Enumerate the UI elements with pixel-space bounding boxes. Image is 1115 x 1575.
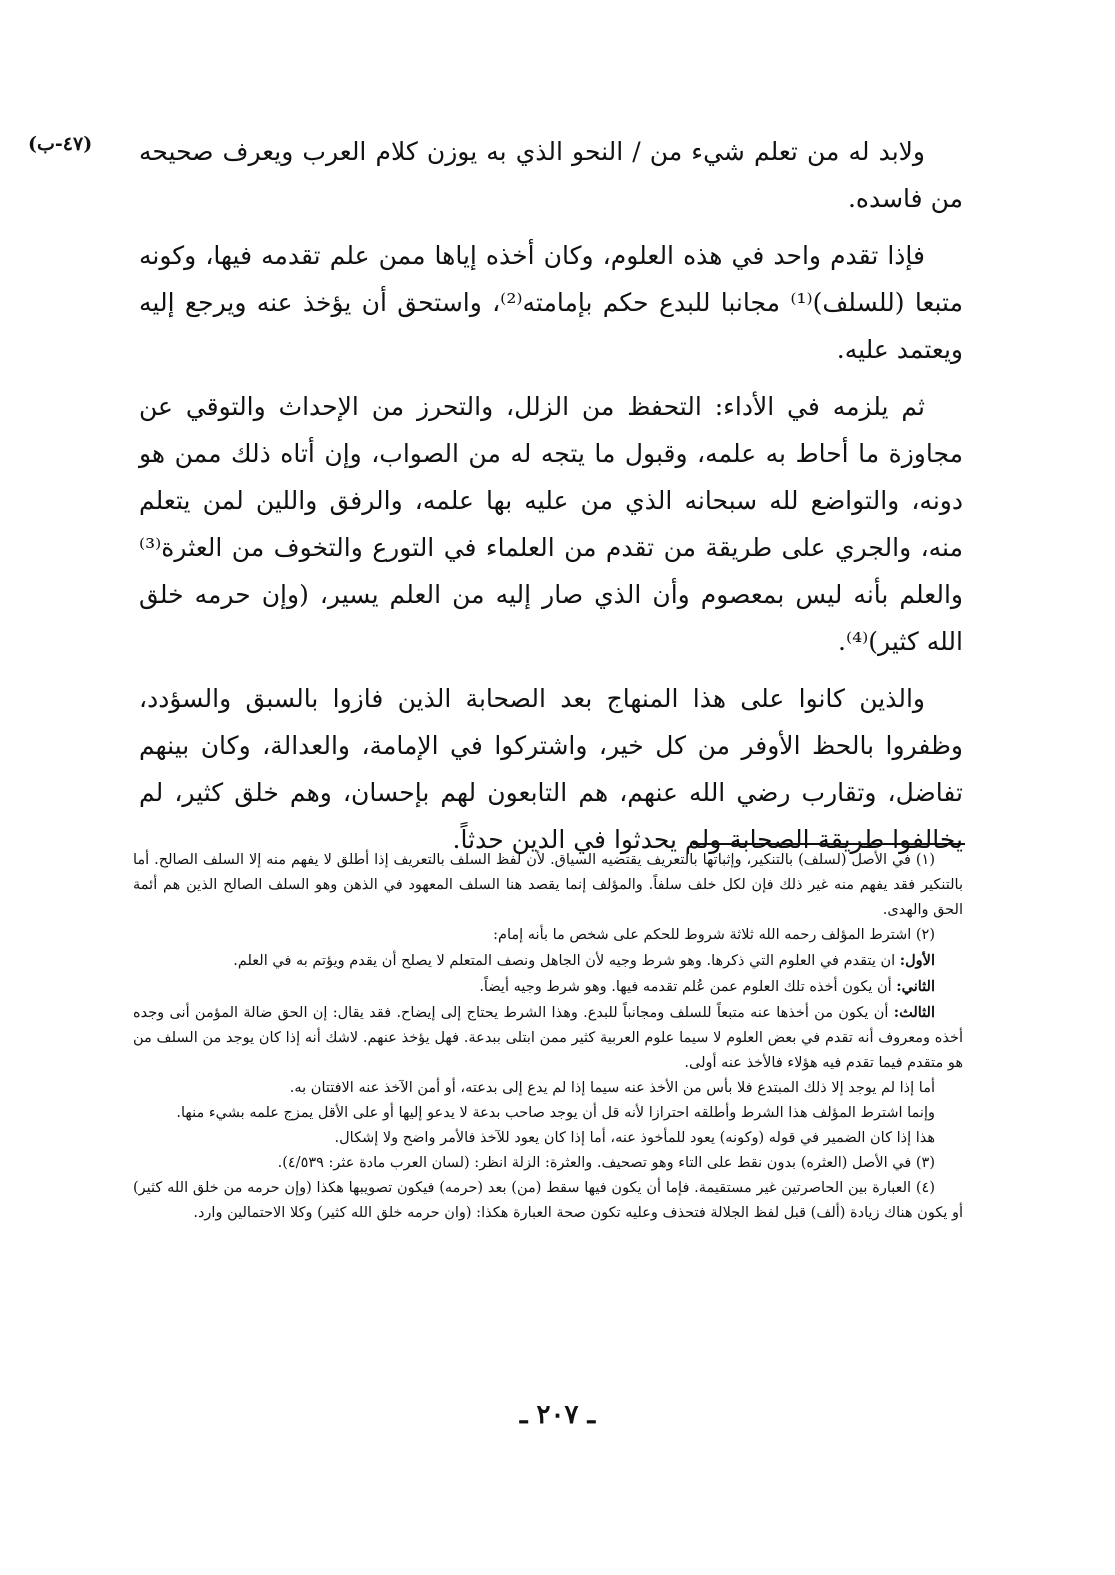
footnote-4: (٤) العبارة بين الحاصرتين غير مستقيمة. فإما أن يكون فيها سقط (من) بعد (حرمه) فيكون تصويبها هكذا (وإن حرمه من خلق الله كثير) أو يكون هناك زيادة (ألف) قبل لفظ الجلالة فتحذف وعليه تكون صحة العبارة هكذا: (وان حرمه خلق الله كثير) وكلا الاحتمالين وارد.	[133, 1180, 963, 1221]
footnote-2-para-a: أما إذا لم يوجد إلا ذلك المبتدع فلا بأس من الأخذ عنه سيما إذا لم يدع إلى بدعته، أو أمن الآخذ عنه الافتتان به.	[289, 1080, 935, 1096]
footnote-2-para-b: وإنما اشترط المؤلف هذا الشرط وأطلقه احترازا لأنه قل أن يوجد صاحب بدعة لا يدعو إليها أو على الأقل يمزج علمه بشيء منها.	[176, 1105, 935, 1121]
main-text	[139, 128, 963, 873]
footnote-separator	[693, 843, 965, 845]
first-text: ان يتقدم في العلوم التي ذكرها. وهو شرط وجيه لأن الجاهل ونصف المتعلم لا يصلح أن يقدم ويؤتم به في العلم.	[233, 953, 900, 969]
manuscript-folio-note: (٤٧-ب)	[28, 133, 93, 155]
footnote-2-first-condition	[133, 948, 963, 974]
second-label: الثاني:	[896, 978, 935, 995]
main-paragraph-3: ثم يلزمه في الأداء: التحفظ من الزلل، والتحرز من الإحداث والتوقي عن مجاوزة ما أحاط به علمه، وقبول ما يتجه له من الصواب، وإن أتاه ذلك ممن هو دونه، والتواضع لله سبحانه الذي من عليه بها علمه، والرفق واللين لمن يتعلم منه، والجري على طريقة من تقدم من العلماء في التورع والتخوف من العثرة⁽³⁾ والعلم بأنه ليس بمعصوم وأن الذي صار إليه من العلم يسير، (وإن حرمه خلق الله كثير)⁽⁴⁾.	[139, 392, 963, 656]
page-number: ـ ٢٠٧ ـ	[519, 1400, 596, 1430]
third-label: الثالث:	[893, 1004, 935, 1021]
second-text: أن يكون أخذه تلك العلوم عمن عُلم تقدمه فيها. وهو شرط وجيه أيضاً.	[479, 979, 897, 995]
main-paragraph-2: فإذا تقدم واحد في هذه العلوم، وكان أخذه إياها ممن علم تقدمه فيها، وكونه متبعا (للسلف)⁽¹⁾ مجانبا للبدع حكم بإمامته⁽²⁾، واستحق أن يؤخذ عنه ويرجع إليه ويعتمد عليه.	[139, 241, 963, 364]
main-paragraph-4: والذين كانوا على هذا المنهاج بعد الصحابة الذين فازوا بالسبق والسؤدد، وظفروا بالحظ الأوفر من كل خير، واشتركوا في الإمامة، والعدالة، وكان بينهم تفاضل، وتقارب رضي الله عنهم، هم التابعون لهم بإحسان، وهم خلق كثير، لم يخالفوا طريقة الصحابة ولم يحدثوا في الدين حدثاً.	[139, 684, 963, 854]
footnote-1: (١) في الأصل (لسلف) بالتنكير، وإثباتها بالتعريف يقتضيه السياق. لأن لفظ السلف بالتعريف إذا أطلق لا يفهم منه إلا السلف الصالح. أما بالتنكير فقد يفهم منه غير ذلك فإن لكل خلف سلفاً. والمؤلف إنما يقصد هنا السلف المعهود في الذهن وهو السلف الصالح الذين هم أئمة الحق والهدى.	[133, 852, 963, 918]
first-label: الأول:	[899, 952, 935, 969]
third-text: أن يكون من أخذها عنه متبعاً للسلف ومجانباً للبدع. وهذا الشرط يحتاج إلى إيضاح. فقد يقال: إن الحق ضالة المؤمن أنى وجده أخذه ومعروف أنه تقدم في بعض العلوم لا سيما علوم العربية كثير ممن ابتلى ببدعة. فهل يؤخذ عنهم. لاشك أنه إذا كان يوجد من السلف من هو متقدم فيما تقدم فيه هؤلاء فالأخذ عنه أولى.	[133, 1005, 963, 1071]
footnote-2-second-condition	[133, 974, 963, 1000]
footnote-2-para-c: هذا إذا كان الضمير في قوله (وكونه) يعود للمأخوذ عنه، أما إذا كان يعود للآخذ فالأمر واضح ولا إشكال.	[334, 1130, 935, 1146]
footnotes	[133, 848, 963, 1226]
footnote-3: (٣) في الأصل (العثره) بدون نقط على التاء وهو تصحيف. والعثرة: الزلة انظر: (لسان العرب مادة عثر: ٤/٥٣٩).	[277, 1155, 935, 1171]
footnote-2-third-condition	[133, 1000, 963, 1076]
footnote-2: (٢) اشترط المؤلف رحمه الله ثلاثة شروط للحكم على شخص ما بأنه إمام:	[493, 927, 935, 943]
main-paragraph-1: ولابد له من تعلم شيء من / النحو الذي به يوزن كلام العرب ويعرف صحيحه من فاسده.	[139, 137, 963, 213]
